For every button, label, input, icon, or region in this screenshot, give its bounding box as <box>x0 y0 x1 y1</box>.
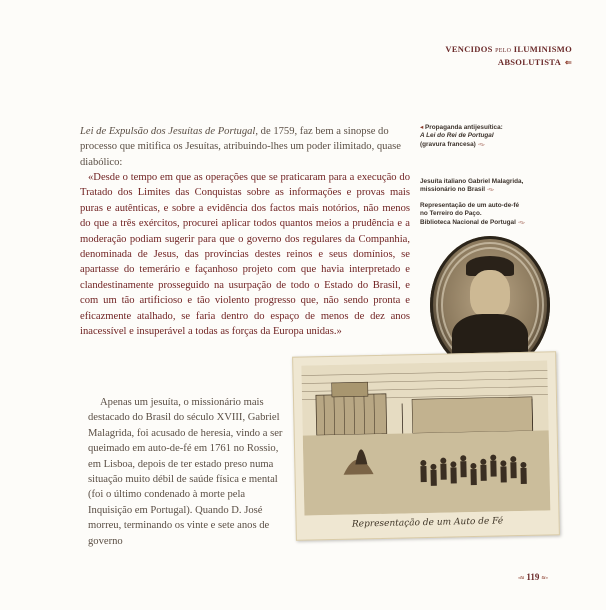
header-word-pelo: PELO <box>495 48 512 54</box>
intro-title-italic: Lei de Expulsão dos Jesuítas de Portugal <box>80 126 256 137</box>
auto-de-fe-engraving-image <box>292 351 560 540</box>
caption-ornament-icon: ◦≈▹ <box>487 187 495 194</box>
page-number-value: 119 <box>526 572 540 582</box>
quote-paragraph: «Desde o tempo em que as operações que se praticaram para a execução do Tratado dos Limites das Conquistas sobre as informações e provas mais puras e autênticas, e sobre a evidência dos factos mais notórios, não menos do que a três exércitos, procurei aplicar todos quantos meios a prudência e a moderação podiam sugerir para que o governo dos regulares da Companhia, denominada de Jesus, das províncias destes reinos e seus domínios, se apartasse do temerário e façanhoso projeto com que havia interpretado e clandestinamente prosseguido na usurpação de todo o Estado do Brasil, e com um tão artificioso e tão violento progresso que, não sendo pronta e eficazmente atalhado, se faria dentro do espaço de menos de dez anos inacessível e insuperável a todas as forças da Europa unidas.» <box>80 172 410 338</box>
intro-paragraph <box>80 124 410 170</box>
engraving-scene <box>301 360 550 515</box>
engraving-legend: Representação de um Auto de Fé <box>351 516 504 530</box>
page-ornament-right-icon: ≈◦ <box>541 574 548 582</box>
caption-auto-de-fe <box>420 202 590 227</box>
caption-propaganda-title: Propaganda antijesuítica: <box>425 124 503 131</box>
caption-malagrida-line1: Jesuíta italiano Gabriel Malagrida, <box>420 178 524 185</box>
running-header <box>445 44 572 68</box>
header-word-vencidos: VENCIDOS <box>445 44 493 54</box>
page-number <box>518 572 548 582</box>
caption-malagrida <box>420 178 590 195</box>
header-ornament-icon: ⇐ <box>564 58 572 67</box>
caption-ornament-icon: ◦≈▹ <box>517 219 525 226</box>
page-ornament-left-icon: ◦≈ <box>517 574 525 582</box>
caption-propaganda <box>420 124 590 149</box>
caption-auto-line1: Representação de um auto-de-fé <box>420 202 520 209</box>
caption-propaganda-work: A Lei do Rei de Portugal <box>420 132 494 140</box>
header-word-iluminismo: ILUMINISMO <box>513 44 572 54</box>
caption-ornament-icon: ◦≈▹ <box>477 141 485 148</box>
caption-propaganda-note: (gravura francesa) <box>420 140 476 148</box>
header-word-absolutista: ABSOLUTISTA <box>497 57 561 67</box>
caption-auto-line2: no Terreiro do Paço. <box>420 210 482 218</box>
caption-arrow-icon: ◂ <box>420 124 424 131</box>
intro-text: , de 1759, faz bem a sinopse do processo que mitifica os Jesuítas, atribuindo-lhes um poder ilimitado, quase diabólico: <box>80 126 401 168</box>
caption-auto-line3: Biblioteca Nacional de Portugal <box>420 218 516 226</box>
caption-malagrida-line2: missionário no Brasil <box>420 186 485 194</box>
body-paragraph-2: Apenas um jesuíta, o missionário mais destacado do Brasil do século XVIII, Gabriel Malagrida, foi acusado de heresia, vindo a ser queimado em auto-de-fé em 1761 no Rossio, em Lisboa, depois de ter estado preso numa situação muito débil de saúde física e mental (foi o último condenado à morte pela Inquisição em Portugal). Quando D. José morreu, terminando os vinte e sete anos de governo <box>88 397 283 547</box>
